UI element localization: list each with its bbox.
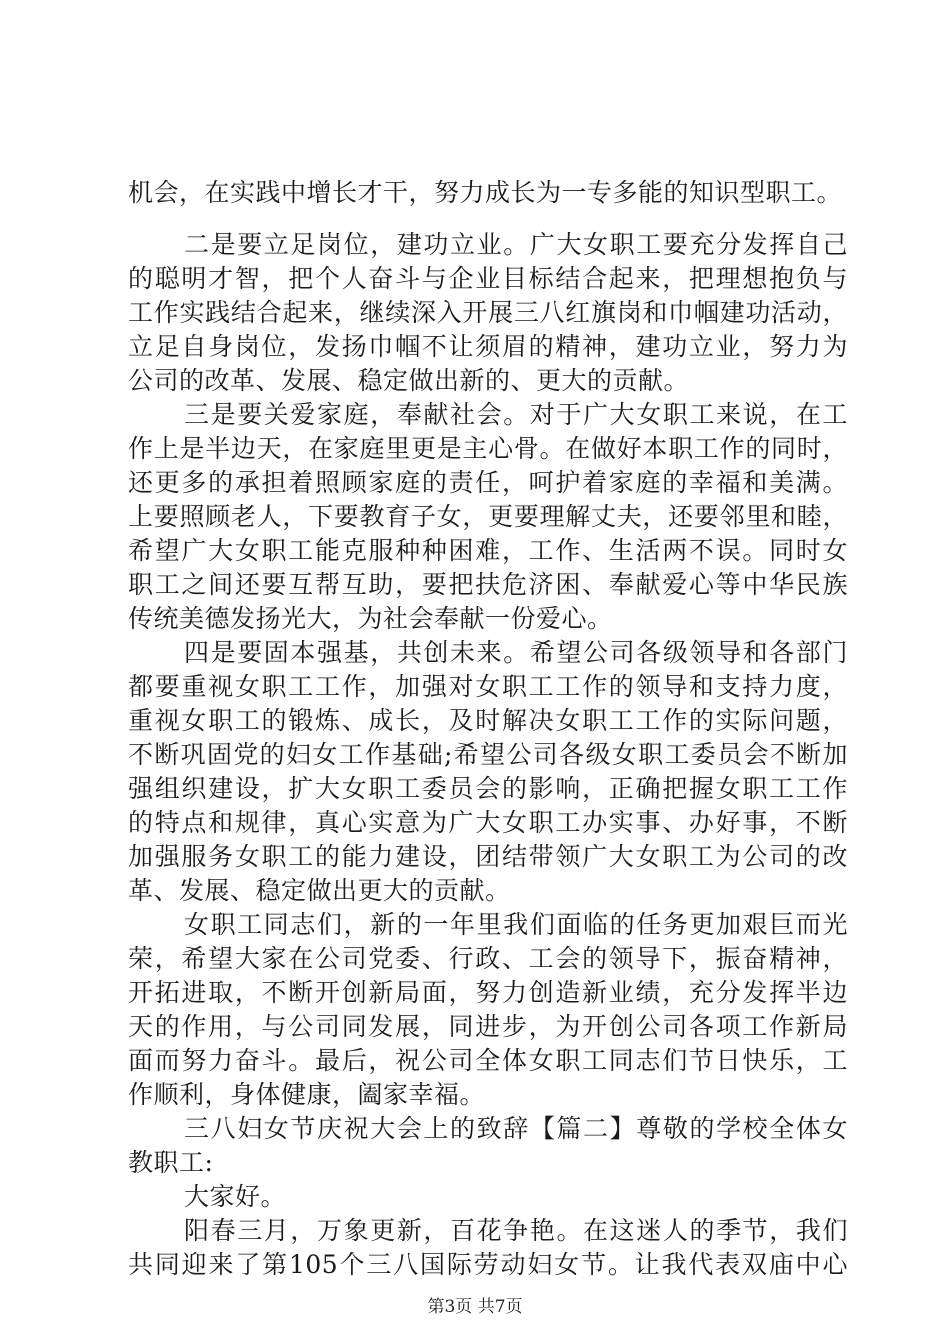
body-line-26: 面而努力奋斗。最后，祝公司全体女职工同志们节日快乐，工 (128, 1046, 848, 1075)
body-line-18: 强组织建设，扩大女职工委员会的影响，正确把握女职工工作 (128, 774, 848, 803)
body-line-23: 荣，希望大家在公司党委、行政、工会的领导下，振奋精神， (128, 944, 848, 973)
body-line-6: 公司的改革、发展、稳定做出新的、更大的贡献。 (128, 366, 690, 395)
body-line-7: 三是要关爱家庭，奉献社会。对于广大女职工来说，在工 (184, 400, 848, 429)
body-line-11: 希望广大女职工能克服种种困难，工作、生活两不误。同时女 (128, 536, 848, 565)
body-line-20: 加强服务女职工的能力建设，团结带领广大女职工为公司的改 (128, 842, 848, 871)
body-line-21: 革、发展、稳定做出更大的贡献。 (128, 876, 511, 905)
body-line-19: 的特点和规律，真心实意为广大女职工办实事、办好事，不断 (128, 808, 848, 837)
body-line-24: 开拓进取，不断开创新局面，努力创造新业绩，充分发挥半边 (128, 978, 848, 1007)
body-line-16: 重视女职工的锻炼、成长，及时解决女职工工作的实际问题， (128, 706, 848, 735)
body-line-17: 不断巩固党的妇女工作基础;希望公司各级女职工委员会不断加 (128, 740, 848, 769)
body-line-28: 三八妇女节庆祝大会上的致辞【篇二】尊敬的学校全体女 (184, 1114, 848, 1143)
body-line-2: 二是要立足岗位，建功立业。广大女职工要充分发挥自己 (184, 230, 848, 259)
body-line-25: 天的作用，与公司同发展，同进步，为开创公司各项工作新局 (128, 1012, 848, 1041)
body-line-3: 的聪明才智，把个人奋斗与企业目标结合起来，把理想抱负与 (128, 264, 848, 293)
body-line-15: 都要重视女职工工作，加强对女职工工作的领导和支持力度， (128, 672, 848, 701)
body-line-27: 作顺利，身体健康，阖家幸福。 (128, 1080, 486, 1109)
page-footer: 第3页 共7页 (427, 1297, 523, 1317)
body-line-13: 传统美德发扬光大，为社会奉献一份爱心。 (128, 604, 613, 633)
body-line-14: 四是要固本强基，共创未来。希望公司各级领导和各部门 (184, 638, 848, 667)
body-line-8: 作上是半边天，在家庭里更是主心骨。在做好本职工作的同时， (128, 434, 848, 463)
body-line-10: 上要照顾老人，下要教育子女，更要理解丈夫，还要邻里和睦， (128, 502, 848, 531)
body-line-29: 教职工: (128, 1148, 214, 1177)
body-line-9: 还更多的承担着照顾家庭的责任，呵护着家庭的幸福和美满。 (128, 468, 848, 497)
body-line-30: 大家好。 (184, 1182, 287, 1211)
body-line-5: 立足自身岗位，发扬巾帼不让须眉的精神，建功立业，努力为 (128, 332, 848, 361)
body-line-4: 工作实践结合起来，继续深入开展三八红旗岗和巾帼建功活动， (128, 298, 848, 327)
body-line-31: 阳春三月，万象更新，百花争艳。在这迷人的季节，我们 (184, 1216, 848, 1245)
body-line-32: 共同迎来了第105个三八国际劳动妇女节。让我代表双庙中心 (128, 1250, 848, 1279)
body-line-22: 女职工同志们，新的一年里我们面临的任务更加艰巨而光 (184, 910, 848, 939)
body-line-1: 机会，在实践中增长才干，努力成长为一专多能的知识型职工。 (128, 178, 843, 207)
body-line-12: 职工之间还要互帮互助，要把扶危济困、奉献爱心等中华民族 (128, 570, 848, 599)
